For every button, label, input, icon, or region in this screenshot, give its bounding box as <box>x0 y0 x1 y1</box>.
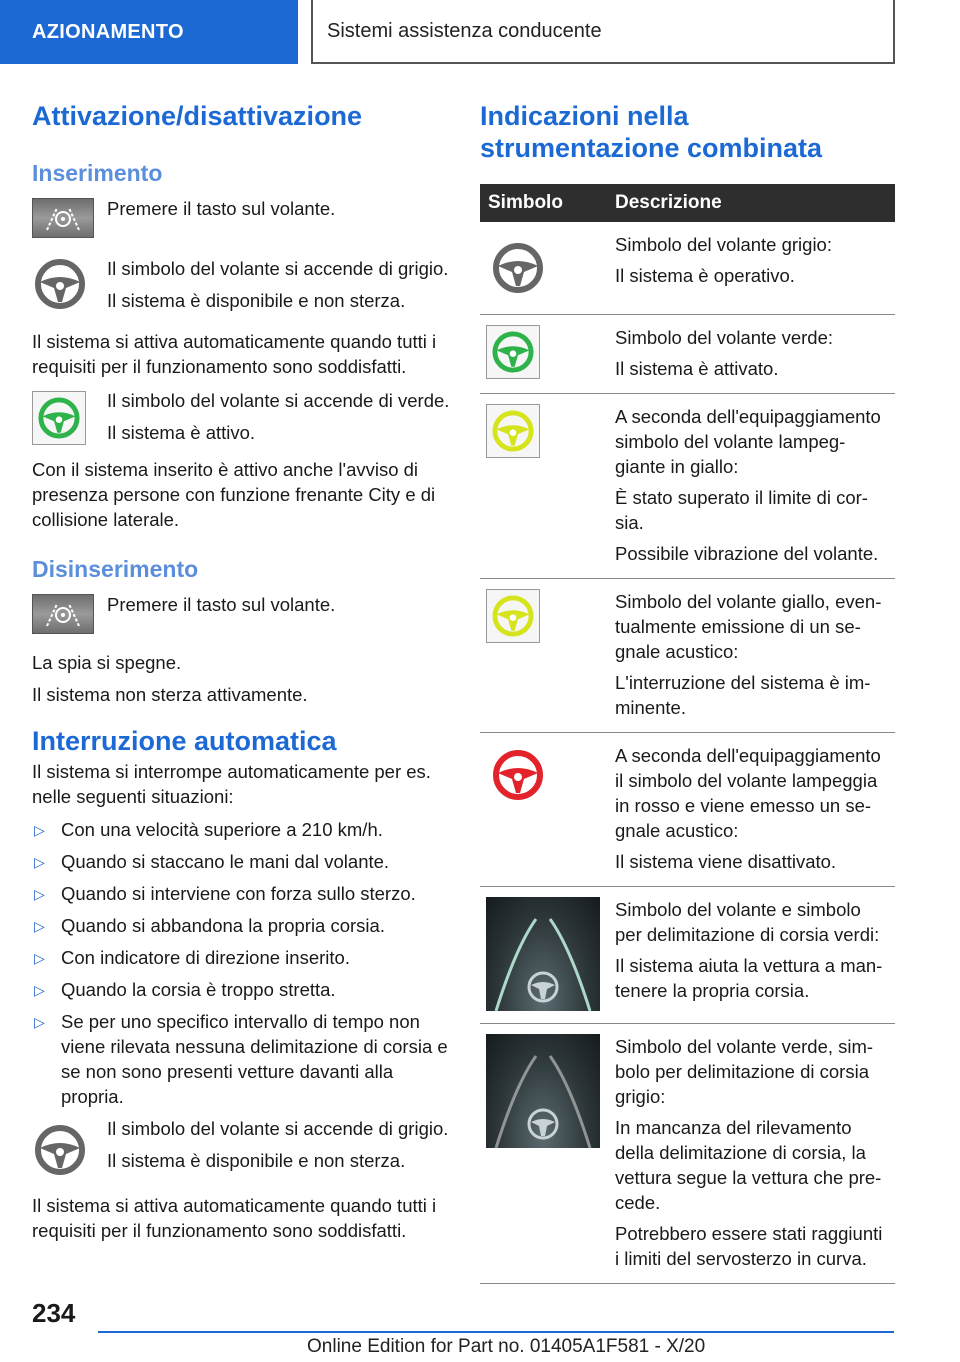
list-item: ▷ Quando si interviene con forza sullo sterzo. <box>32 881 450 906</box>
table-row: Simbolo del volante verde: Il sistema è attivato. <box>480 315 895 394</box>
interrupt-list <box>32 817 450 1109</box>
list-item: ▷ Quando si staccano le mani dal volante. <box>32 849 450 874</box>
auto-activate-text: Il sistema si attiva automaticamente quando tutti i requisiti per il funzionamento sono soddisfatti. <box>32 331 437 377</box>
grey-state-text: Il sistema è disponibile e non sterza. <box>107 290 406 311</box>
no-steer-text: Il sistema non sterza attivamente. <box>32 684 308 705</box>
section-label: AZIONAMENTO <box>32 20 184 43</box>
section-tab <box>0 0 298 64</box>
lane-display-green-icon <box>486 897 600 1011</box>
bullet-triangle-icon: ▷ <box>34 886 45 902</box>
table-row: Simbolo del volante verde, sim-bolo per delimitazione di corsia grigio: In mancanza del rilevamento della delimitazione di corsia, la vettura segue la vettura che pre-cede. Potrebbero essere stati raggiunti i limiti del servosterzo in curva. <box>480 1024 895 1284</box>
footer-edition: Online Edition for Part no. 01405A1F581 - X/20 <box>307 1336 706 1357</box>
page-number: 234 <box>32 1298 76 1328</box>
steering-wheel-grey-icon <box>32 256 88 312</box>
bullet-triangle-icon: ▷ <box>34 918 45 934</box>
chapter-header <box>311 0 895 64</box>
interrupt-intro-text: Il sistema si interrompe automaticamente per es. nelle seguenti situazioni: <box>32 761 431 807</box>
list-item: ▷ Quando si abbandona la propria corsia. <box>32 913 450 938</box>
table-row: Simbolo del volante grigio: Il sistema è operativo. <box>480 222 895 315</box>
left-column <box>32 100 450 1243</box>
heading-cluster: Indicazioni nella strumentazione combinata <box>480 101 823 163</box>
green-lit-text: Il simbolo del volante si accende di verde. <box>107 390 450 411</box>
col-symbol: Simbolo <box>480 184 607 222</box>
steering-wheel-grey-icon <box>32 1122 88 1178</box>
lane-display-grey-icon <box>486 1034 600 1148</box>
bullet-triangle-icon: ▷ <box>34 950 45 966</box>
steering-wheel-grey-icon <box>490 240 546 296</box>
off-press-text: Premere il tasto sul volante. <box>107 594 336 615</box>
city-note-text: Con il sistema inserito è attivo anche l'avviso di presenza persone con funzione frenante City e di collisione laterale. <box>32 459 436 530</box>
table-row: Simbolo del volante giallo, even-tualmente emissione di un se-gnale acustico: L'interruzione del sistema è im-minente. <box>480 579 895 733</box>
bullet-triangle-icon: ▷ <box>34 822 45 838</box>
grey-lit-text: Il simbolo del volante si accende di grigio. <box>107 258 449 279</box>
lane-assist-button-icon <box>32 594 94 634</box>
list-item: ▷ Con una velocità superiore a 210 km/h. <box>32 817 450 842</box>
symbol-table <box>480 184 895 1284</box>
bullet-triangle-icon: ▷ <box>34 982 45 998</box>
green-state-text: Il sistema è attivo. <box>107 422 256 443</box>
heading-interrupt: Interruzione automatica <box>32 726 337 756</box>
steering-wheel-red-icon <box>490 747 546 803</box>
list-item: ▷ Con indicatore di direzione inserito. <box>32 945 450 970</box>
footer-rule <box>98 1331 894 1333</box>
on-press-text: Premere il tasto sul volante. <box>107 198 336 219</box>
table-row: A seconda dell'equipaggiamento simbolo del volante lampeg-giante in giallo: È stato superato il limite di cor-sia. Possibile vibrazione del volante. <box>480 394 895 579</box>
chapter-label: Sistemi assistenza conducente <box>327 19 602 42</box>
table-row: A seconda dell'equipaggiamento il simbolo del volante lampeggia in rosso e viene emesso un se-gnale acustico: Il sistema viene disattivato. <box>480 733 895 887</box>
auto-activate-text-2: Il sistema si attiva automaticamente quando tutti i requisiti per il funzionamento sono soddisfatti. <box>32 1195 437 1241</box>
grey-lit-text-2: Il simbolo del volante si accende di grigio. <box>107 1118 449 1139</box>
heading-on: Inserimento <box>32 160 163 186</box>
steering-wheel-green-icon <box>486 325 540 379</box>
right-column <box>480 100 895 1284</box>
bullet-triangle-icon: ▷ <box>34 1014 45 1030</box>
lamp-off-text: La spia si spegne. <box>32 652 182 673</box>
heading-activation: Attivazione/disattivazione <box>32 101 363 131</box>
steering-wheel-yellow-icon <box>486 589 540 643</box>
bullet-triangle-icon: ▷ <box>34 854 45 870</box>
list-item: ▷ Quando la corsia è troppo stretta. <box>32 977 450 1002</box>
table-row: Simbolo del volante e simbolo per delimitazione di corsia verdi: Il sistema aiuta la vettura a man-tenere la propria corsia. <box>480 887 895 1024</box>
lane-assist-button-icon <box>32 198 94 238</box>
heading-off: Disinserimento <box>32 556 199 582</box>
col-description: Descrizione <box>607 184 895 222</box>
steering-wheel-yellow-icon <box>486 404 540 458</box>
grey-state-text-2: Il sistema è disponibile e non sterza. <box>107 1150 406 1171</box>
steering-wheel-green-icon <box>32 391 86 445</box>
list-item: ▷ Se per uno specifico intervallo di tempo non viene rilevata nessuna delimitazione di corsia e se non sono presenti vetture davanti alla propria. <box>34 1011 448 1107</box>
